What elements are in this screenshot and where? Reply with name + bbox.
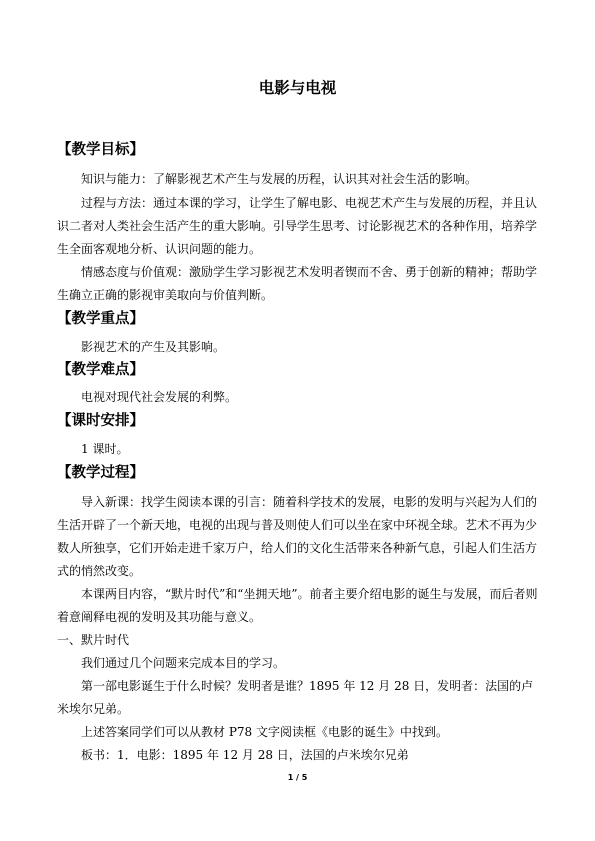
paragraph-objectives-process: 过程与方法：通过本课的学习，让学生了解电影、电视艺术产生与发展的历程，并且认识二者对人类社会生活产生的重大影响。引导学生思考、讨论影视艺术的各种作用，培养学生全面客观地分析、认识问题的能力。	[57, 196, 538, 256]
heading-difficulties: 【教学难点】	[57, 362, 144, 378]
paragraph-process-answer-source: 上述答案同学们可以从教材 P78 文字阅读框《电影的诞生》中找到。	[81, 725, 448, 739]
paragraph-process-blackboard: 板书：1．电影：1895 年 12 月 28 日，法国的卢米埃尔兄弟	[81, 748, 409, 762]
paragraph-process-questions: 我们通过几个问题来完成本目的学习。	[81, 656, 286, 670]
paragraph-objectives-knowledge: 知识与能力：了解影视艺术产生与发展的历程，认识其对社会生活的影响。	[81, 172, 478, 186]
heading-schedule: 【课时安排】	[57, 413, 144, 429]
paragraph-process-overview: 本课两目内容，“默片时代”和“坐拥天地”。前者主要介绍电影的诞生与发展，而后者则着意阐释电视的发明及其功能与意义。	[57, 587, 538, 624]
page-title: 电影与电视	[258, 79, 337, 97]
heading-process: 【教学过程】	[57, 465, 144, 481]
heading-key-points: 【教学重点】	[57, 311, 144, 327]
paragraph-objectives-values: 情感态度与价值观：激励学生学习影视艺术发明者锲而不舍、勇于创新的精神；帮助学生确立正确的影视审美取向与价值判断。	[57, 265, 538, 302]
subheading-silent-era: 一、默片时代	[57, 633, 130, 647]
paragraph-schedule: 1 课时。	[81, 442, 129, 456]
paragraph-process-first-film: 第一部电影诞生于什么时候？发明者是谁？1895 年 12 月 28 日，发明者：法国的卢米埃尔兄弟。	[57, 679, 534, 716]
page-indicator: 1 / 5	[287, 773, 308, 782]
heading-objectives: 【教学目标】	[57, 142, 144, 158]
paragraph-key-points: 影视艺术的产生及其影响。	[81, 340, 226, 354]
paragraph-difficulties: 电视对现代社会发展的利弊。	[81, 390, 238, 404]
paragraph-process-intro: 导入新课：找学生阅读本课的引言：随着科学技术的发展，电影的发明与兴起为人们的生活开辟了一个新天地，电视的出现与普及则使人们可以坐在家中环视全球。艺术不再为少数人所独享，它们开始走进千家万户，给人们的文化生活带来各种新气息，引起人们生活方式的悄然改变。	[57, 495, 538, 578]
